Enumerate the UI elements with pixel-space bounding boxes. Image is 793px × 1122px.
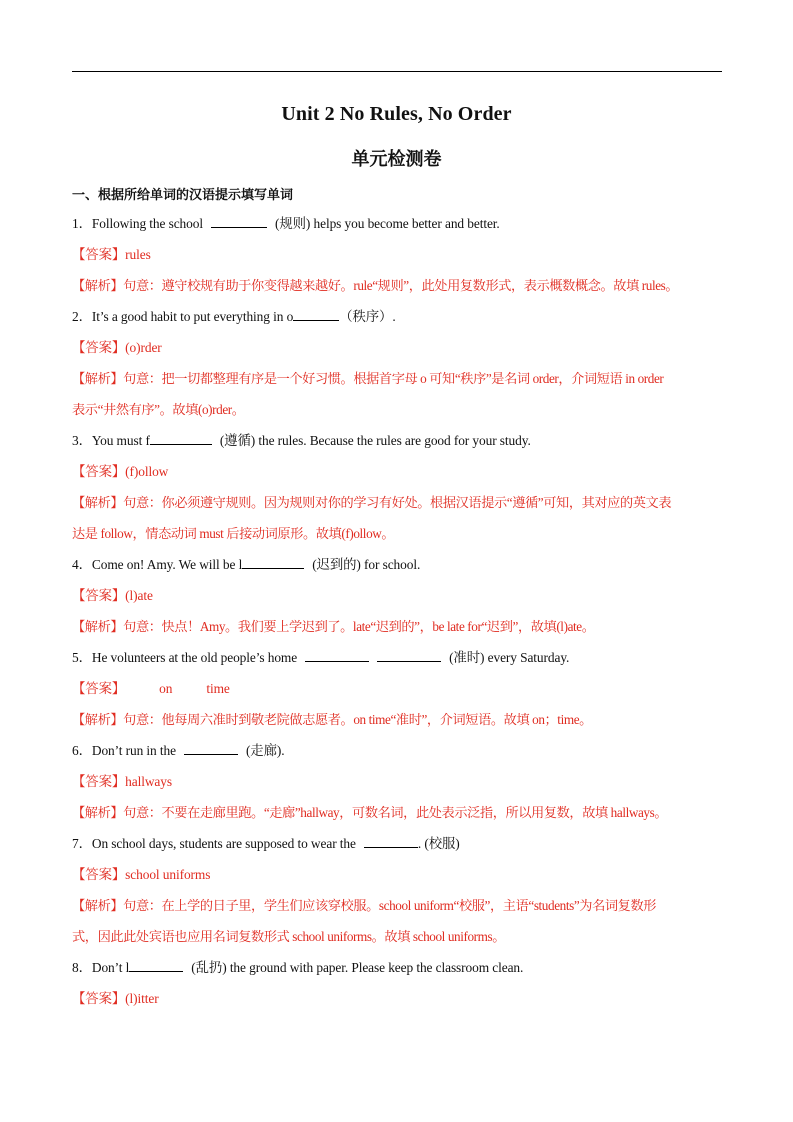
answer-tag: 【答案】 bbox=[72, 247, 126, 262]
answer-blank bbox=[150, 432, 212, 445]
answer-value: (l)itter bbox=[125, 991, 159, 1006]
question-text: (遵循) the rules. Because the rules are good for your study. bbox=[219, 433, 531, 448]
document-subtitle: 单元检测卷 bbox=[351, 149, 442, 170]
analysis-tag: 【解析】 bbox=[72, 619, 124, 634]
analysis-text: 式，因此此处宾语也应用名词复数形式 school uniforms。故填 school uniforms。 bbox=[72, 929, 506, 944]
question-7 bbox=[72, 828, 724, 859]
analysis-text: 表示“井然有序”。故填(o)rder。 bbox=[72, 402, 245, 417]
answer-4 bbox=[72, 580, 724, 611]
analysis-6 bbox=[72, 797, 724, 828]
answer-6 bbox=[72, 766, 724, 797]
question-3 bbox=[72, 425, 724, 456]
analysis-4 bbox=[72, 611, 724, 642]
header-rule bbox=[72, 71, 722, 72]
analysis-text: 达是 follow，情态动词 must 后接动词原形。故填(f)ollow。 bbox=[72, 526, 395, 541]
answer-value: rules bbox=[125, 247, 151, 262]
analysis-text: 句意：你必须遵守规则。因为规则对你的学习有好处。根据汉语提示“遵循”可知，其对应的英文表 bbox=[123, 495, 672, 510]
analysis-text: 句意：不要在走廊里跑。“走廊”hallway，可数名词，此处表示泛指，所以用复数，故填 hallways。 bbox=[123, 805, 668, 820]
answer-blank bbox=[293, 308, 339, 321]
answer-tag: 【答案】 bbox=[72, 588, 126, 603]
answer-tag: 【答案】 bbox=[72, 867, 126, 882]
analysis-text: 句意：在上学的日子里，学生们应该穿校服。school uniform“校服”，主语“students”为名词复数形 bbox=[123, 898, 657, 913]
analysis-tag: 【解析】 bbox=[72, 898, 124, 913]
answer-tag: 【答案】 bbox=[72, 681, 126, 696]
answer-value: (l)ate bbox=[125, 588, 153, 603]
question-text: 6．Don’t run in the bbox=[72, 743, 176, 758]
answer-blank bbox=[377, 649, 441, 662]
answer-value: time bbox=[206, 681, 230, 696]
question-text: (乱扔) the ground with paper. Please keep the classroom clean. bbox=[191, 960, 524, 975]
answer-5 bbox=[72, 673, 724, 704]
question-text: (迟到的) for school. bbox=[312, 557, 421, 572]
answer-8 bbox=[72, 983, 724, 1014]
analysis-tag: 【解析】 bbox=[72, 278, 124, 293]
question-text: 7．On school days, students are supposed to wear the bbox=[72, 836, 356, 851]
question-text: 5．He volunteers at the old people’s home bbox=[72, 650, 298, 665]
question-text: （秩序）. bbox=[339, 309, 396, 324]
question-2 bbox=[72, 301, 724, 332]
analysis-5 bbox=[72, 704, 724, 735]
analysis-7 bbox=[72, 890, 724, 921]
question-text: 3．You must f bbox=[72, 433, 150, 448]
analysis-3 bbox=[72, 487, 724, 518]
analysis-2-cont bbox=[72, 394, 724, 425]
analysis-tag: 【解析】 bbox=[72, 712, 124, 727]
question-text: (走廊). bbox=[245, 743, 285, 758]
analysis-7-cont bbox=[72, 921, 724, 952]
question-1 bbox=[72, 208, 724, 239]
document-title: Unit 2 No Rules, No Order bbox=[281, 103, 512, 125]
analysis-text: 句意：他每周六准时到敬老院做志愿者。on time“准时”，介词短语。故填 on；time。 bbox=[123, 712, 592, 727]
answer-tag: 【答案】 bbox=[72, 774, 126, 789]
answer-1 bbox=[72, 239, 724, 270]
analysis-tag: 【解析】 bbox=[72, 805, 124, 820]
answer-value: (o)rder bbox=[125, 340, 162, 355]
question-text: 1．Following the school bbox=[72, 216, 203, 231]
analysis-2 bbox=[72, 363, 724, 394]
section-heading: 一、根据所给单词的汉语提示填写单词 bbox=[72, 188, 294, 203]
analysis-text: 句意：把一切都整理有序是一个好习惯。根据首字母 o 可知“秩序”是名词 order，介词短语 in order bbox=[123, 371, 664, 386]
analysis-3-cont bbox=[72, 518, 724, 549]
analysis-tag: 【解析】 bbox=[72, 371, 124, 386]
answer-blank bbox=[305, 649, 369, 662]
answer-7 bbox=[72, 859, 724, 890]
answer-value: hallways bbox=[125, 774, 172, 789]
analysis-1 bbox=[72, 270, 724, 301]
answer-tag: 【答案】 bbox=[72, 464, 126, 479]
answer-2 bbox=[72, 332, 724, 363]
question-text: (规则) helps you become better and better. bbox=[274, 216, 500, 231]
question-6 bbox=[72, 735, 724, 766]
answer-blank bbox=[129, 959, 183, 972]
answer-blank bbox=[211, 215, 267, 228]
question-5 bbox=[72, 642, 724, 673]
answer-blank bbox=[184, 742, 238, 755]
question-list bbox=[72, 208, 724, 1014]
analysis-text: 句意：快点！Amy。我们要上学迟到了。late“迟到的”，be late for“迟到”，故填(l)ate。 bbox=[123, 619, 595, 634]
question-4 bbox=[72, 549, 724, 580]
question-text: (准时) every Saturday. bbox=[449, 650, 570, 665]
answer-blank bbox=[242, 556, 304, 569]
answer-value: (f)ollow bbox=[125, 464, 169, 479]
analysis-text: 句意：遵守校规有助于你变得越来越好。rule“规则”，此处用复数形式，表示概数概念。故填 rules。 bbox=[123, 278, 679, 293]
question-text: 2．It’s a good habit to put everything in o bbox=[72, 309, 294, 324]
analysis-tag: 【解析】 bbox=[72, 495, 124, 510]
question-text: . (校服) bbox=[417, 836, 460, 851]
answer-value: school uniforms bbox=[125, 867, 211, 882]
question-8 bbox=[72, 952, 724, 983]
question-text: 4．Come on! Amy. We will be l bbox=[72, 557, 243, 572]
question-text: 8．Don’t l bbox=[72, 960, 130, 975]
answer-3 bbox=[72, 456, 724, 487]
answer-value: on bbox=[159, 681, 173, 696]
answer-tag: 【答案】 bbox=[72, 340, 126, 355]
answer-blank bbox=[364, 835, 418, 848]
answer-tag: 【答案】 bbox=[72, 991, 126, 1006]
